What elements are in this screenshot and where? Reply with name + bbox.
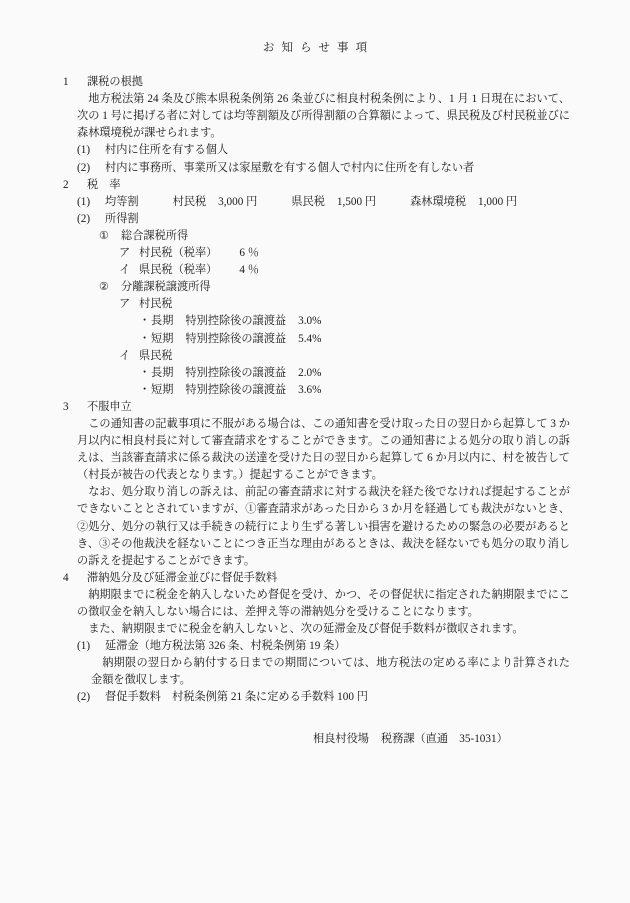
bullet-marker: ・ bbox=[139, 366, 151, 379]
bullet-desc: 特別控除後の譲渡益 bbox=[185, 332, 287, 345]
section-heading-3 bbox=[63, 399, 570, 416]
item-marker: (2) bbox=[77, 691, 91, 704]
per-capita-levy-row bbox=[63, 194, 570, 211]
subgroup-name: 県民税 bbox=[139, 349, 173, 362]
bullet-term: 長期 bbox=[151, 315, 174, 328]
bullet-row bbox=[63, 365, 570, 382]
subgroup-marker: イ bbox=[119, 349, 131, 362]
per-capita-label: 均等割 bbox=[105, 195, 139, 208]
item-title: 督促手数料 村税条例第 21 条に定める手数料 100 円 bbox=[105, 691, 368, 704]
item-text: 村内に事務所、事業所又は家屋敷を有する個人で村内に住所を有しない者 bbox=[105, 161, 475, 174]
section-title-1: 課税の根拠 bbox=[87, 76, 143, 89]
income-levy-label: 所得割 bbox=[105, 212, 139, 225]
list-item bbox=[63, 638, 570, 655]
section-number-4: 4 bbox=[63, 571, 69, 584]
item-title: 延滞金（地方税法第 326 条、村税条例第 19 条） bbox=[105, 640, 346, 653]
document-body bbox=[0, 74, 630, 706]
section-4-paragraph-1: 納期限までに税金を納入しないため督促を受け、かつ、その督促状に指定された納期限までにこの徴収金を納入しない場合には、差押え等の滞納処分を受けることになります。 bbox=[77, 588, 570, 618]
item-marker: (2) bbox=[77, 161, 91, 174]
bullet-desc: 特別控除後の譲渡益 bbox=[185, 366, 287, 379]
rate-marker: ア bbox=[119, 247, 131, 260]
section-4-paragraph-2: また、納期限までに税金を納入しないと、次の延滞金及び督促手数料が徴収されます。 bbox=[88, 623, 524, 636]
list-item bbox=[63, 160, 570, 177]
bullet-value: 5.4% bbox=[298, 332, 322, 345]
subgroup-name: 村民税 bbox=[139, 298, 173, 311]
per-capita-amount-0: 3,000 円 bbox=[218, 195, 258, 208]
item-marker: (1) bbox=[77, 640, 91, 653]
bullet-row bbox=[63, 382, 570, 399]
per-capita-name-2: 森林環境税 bbox=[410, 195, 467, 208]
bullet-desc: 特別控除後の譲渡益 bbox=[185, 315, 287, 328]
delinquency-body: 納期限の翌日から納付する日までの期間については、地方税法の定める率により計算された金額を徴収します。 bbox=[91, 657, 570, 687]
subgroup-row bbox=[63, 348, 570, 365]
list-item bbox=[63, 142, 570, 159]
item-marker: (1) bbox=[77, 144, 91, 157]
bullet-value: 3.6% bbox=[298, 383, 322, 396]
section-heading-2 bbox=[63, 177, 570, 194]
per-capita-amount-2: 1,000 円 bbox=[478, 195, 518, 208]
bullet-marker: ・ bbox=[139, 315, 151, 328]
section-title-3: 不服申立 bbox=[87, 400, 132, 413]
section-heading-4 bbox=[63, 570, 570, 587]
section-heading-1 bbox=[63, 74, 570, 91]
rate-marker: イ bbox=[119, 264, 131, 277]
list-item bbox=[63, 689, 570, 706]
bullet-desc: 特別控除後の譲渡益 bbox=[185, 383, 287, 396]
income-levy-row bbox=[63, 211, 570, 228]
income-group-separate bbox=[63, 279, 570, 296]
subgroup-marker: ア bbox=[119, 298, 131, 311]
issuing-office: 相良村役場 bbox=[313, 732, 369, 745]
section-number-1: 1 bbox=[63, 76, 69, 89]
section-number-3: 3 bbox=[63, 400, 69, 413]
contact-number: （直通 35-1031） bbox=[414, 732, 508, 745]
bullet-row bbox=[63, 331, 570, 348]
rate-value: 6 ％ bbox=[239, 247, 259, 260]
page-title: お知らせ事項 bbox=[262, 42, 375, 54]
per-capita-name-0: 村民税 bbox=[172, 195, 207, 208]
signature-line bbox=[0, 731, 630, 748]
rate-value: 4 ％ bbox=[239, 264, 259, 277]
bullet-term: 短期 bbox=[151, 383, 174, 396]
group-marker: ② bbox=[99, 281, 110, 294]
bullet-value: 2.0% bbox=[298, 366, 322, 379]
bullet-row bbox=[63, 313, 570, 330]
per-capita-amount-1: 1,500 円 bbox=[336, 195, 377, 208]
bullet-marker: ・ bbox=[139, 383, 151, 396]
bullet-term: 長期 bbox=[151, 366, 174, 379]
rate-name: 県民税（税率） bbox=[139, 264, 218, 277]
section-title-4: 滞納処分及び延滞金並びに督促手数料 bbox=[87, 571, 278, 584]
rate-row bbox=[63, 262, 570, 279]
item-text: 村内に住所を有する個人 bbox=[105, 144, 229, 157]
item-marker: (2) bbox=[77, 212, 91, 225]
item-marker: (1) bbox=[77, 195, 91, 208]
bullet-value: 3.0% bbox=[298, 315, 322, 328]
group-label: 総合課税所得 bbox=[121, 229, 189, 242]
section-3-paragraph-2: なお、処分取り消しの訴えは、前記の審査請求に対する裁決を経た後でなければ提起することができないこととされていますが、①審査請求があった日から 3 か月を経過しても裁決がないとき、②処分、処分の執行又は手続きの続行により生ずる著しい損害を避けるための緊急の必要があるとき、③その他裁決を経ないことにつき正当な理由があるときは、裁決を経ないでも処分の取り消しの訴えを提起することができます。 bbox=[77, 486, 570, 567]
section-3-paragraph-1: この通知書の記載事項に不服がある場合は、この通知書を受け取った日の翌日から起算して 3 か月以内に相良村長に対して審査請求をすることができます。この通知書による処分の取り消しの訴えは、当該審査請求に係る裁決の送達を受けた日の翌日から起算して 6 か月以内に、村を被告して（村長が被告の代表となります。）提起することができます。 bbox=[77, 417, 570, 482]
group-marker: ① bbox=[99, 229, 110, 242]
per-capita-name-1: 県民税 bbox=[291, 195, 325, 208]
section-1-paragraph: 地方税法第 24 条及び熊本県税条例第 26 条並びに相良村税条例により、1 月 1 日現在において、次の 1 号に掲げる者に対しては均等割額及び所得割額の合算額によって、県民税及び村民税並びに森林環境税が課せられます。 bbox=[77, 93, 570, 140]
bullet-marker: ・ bbox=[139, 332, 151, 345]
section-number-2: 2 bbox=[63, 178, 69, 191]
income-group-aggregate bbox=[63, 228, 570, 245]
issuing-division: 税務課 bbox=[380, 732, 415, 745]
rate-row bbox=[63, 245, 570, 262]
section-title-2: 税 率 bbox=[87, 178, 121, 191]
bullet-term: 短期 bbox=[151, 332, 174, 345]
group-label: 分離課税譲渡所得 bbox=[121, 281, 211, 294]
subgroup-row bbox=[63, 296, 570, 313]
rate-name: 村民税（税率） bbox=[139, 247, 218, 260]
